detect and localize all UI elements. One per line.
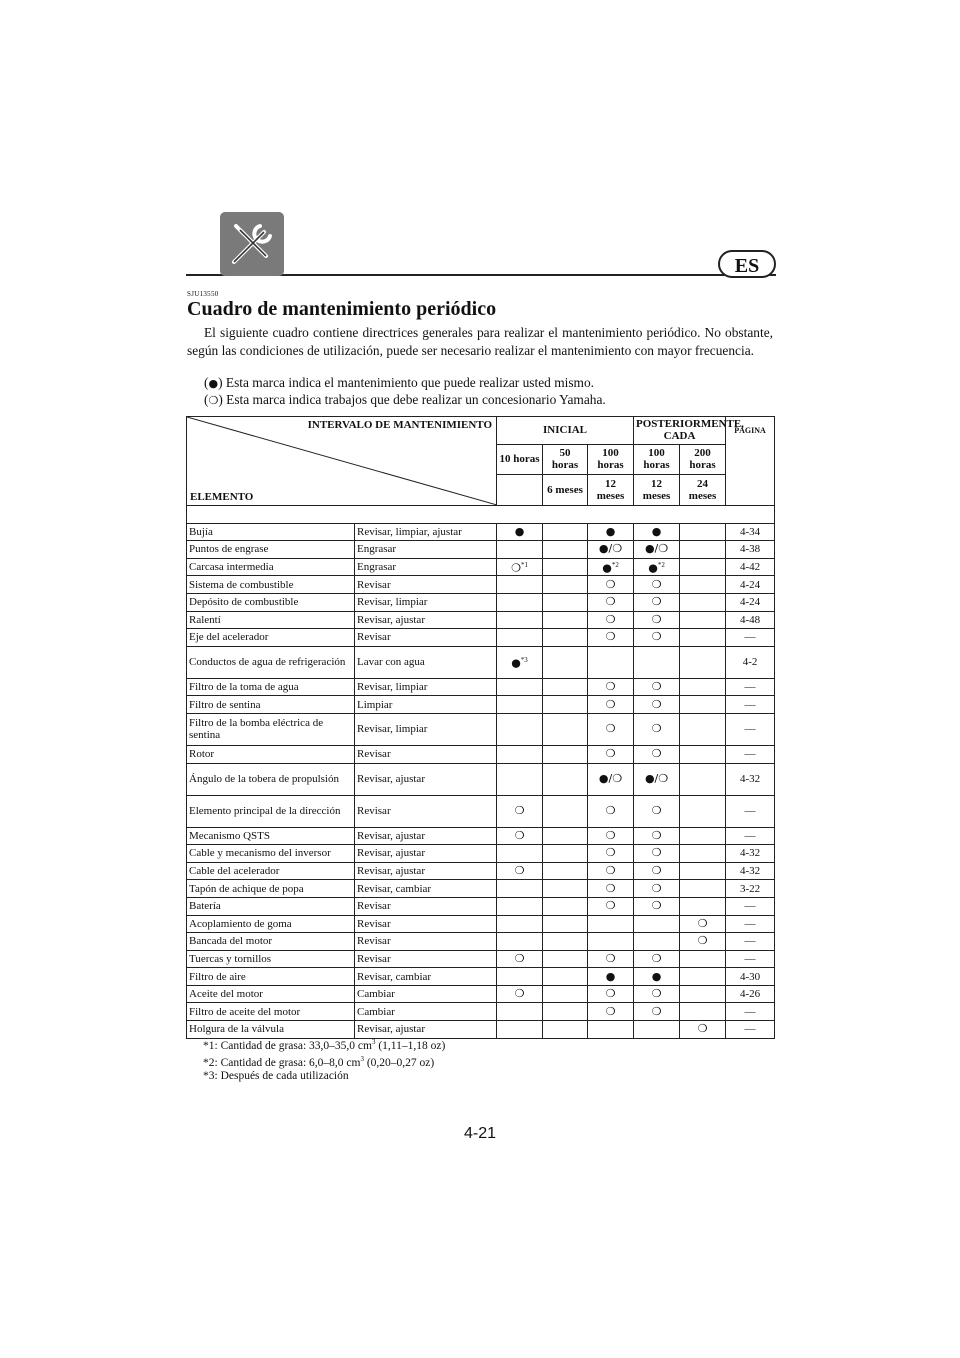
row-page: — xyxy=(726,629,775,647)
table-row xyxy=(187,646,775,678)
row-mark xyxy=(543,629,588,647)
table-row xyxy=(187,897,775,915)
row-mark: ❍ xyxy=(634,862,680,880)
row-mark: ❍ xyxy=(588,678,634,696)
row-mark: ❍ xyxy=(680,915,726,933)
row-mark: ❍ xyxy=(680,1021,726,1039)
row-mark xyxy=(680,678,726,696)
row-mark: ❍ xyxy=(588,593,634,611)
row-mark: ❍ xyxy=(680,933,726,951)
table-row xyxy=(187,611,775,629)
row-mark xyxy=(497,576,543,594)
row-mark: ●/❍ xyxy=(588,541,634,559)
row-mark xyxy=(680,845,726,863)
row-mark xyxy=(680,950,726,968)
row-action: Cambiar xyxy=(355,1003,497,1021)
maintenance-table xyxy=(186,416,775,1039)
row-page: 4-48 xyxy=(726,611,775,629)
row-mark xyxy=(680,696,726,714)
table-row xyxy=(187,763,775,795)
row-mark: ❍ xyxy=(497,827,543,845)
hours-header-0: 10 horas xyxy=(497,444,543,475)
table-row xyxy=(187,541,775,559)
months-header-3: 12 meses xyxy=(634,475,680,506)
row-mark: ❍ xyxy=(634,845,680,863)
row-page: — xyxy=(726,1003,775,1021)
row-mark: ❍ xyxy=(588,827,634,845)
row-mark xyxy=(497,611,543,629)
row-item: Filtro de sentina xyxy=(187,696,355,714)
pagina-header: PÁGINA xyxy=(726,417,775,506)
row-mark xyxy=(680,880,726,898)
row-mark: ❍ xyxy=(588,845,634,863)
inicial-header: INICIAL xyxy=(497,417,634,445)
filled-circle-icon: ● xyxy=(208,377,219,390)
row-mark xyxy=(543,593,588,611)
row-mark xyxy=(543,646,588,678)
row-mark xyxy=(680,576,726,594)
row-page: 4-38 xyxy=(726,541,775,559)
row-page: 4-42 xyxy=(726,558,775,576)
row-mark xyxy=(543,880,588,898)
hours-header-4: 200 horas xyxy=(680,444,726,475)
row-mark xyxy=(680,629,726,647)
posterior-header: POSTERIORMENTE, CADA xyxy=(634,417,726,445)
row-item: Puntos de engrase xyxy=(187,541,355,559)
row-mark: ❍ xyxy=(588,696,634,714)
row-action: Revisar, ajustar xyxy=(355,845,497,863)
row-action: Revisar xyxy=(355,897,497,915)
row-mark: ❍ xyxy=(588,576,634,594)
row-mark xyxy=(543,862,588,880)
row-action: Revisar, cambiar xyxy=(355,968,497,986)
table-row xyxy=(187,862,775,880)
row-mark xyxy=(680,1003,726,1021)
row-mark xyxy=(543,678,588,696)
months-header-4: 24 meses xyxy=(680,475,726,506)
row-action: Revisar, cambiar xyxy=(355,880,497,898)
row-mark: ● xyxy=(588,968,634,986)
row-item: Cable del acelerador xyxy=(187,862,355,880)
row-mark xyxy=(680,795,726,827)
row-mark xyxy=(543,523,588,541)
row-page: 4-24 xyxy=(726,576,775,594)
row-item: Holgura de la válvula xyxy=(187,1021,355,1039)
legend-filled-text: Esta marca indica el mantenimiento que puede realizar usted mismo. xyxy=(225,375,594,390)
row-mark xyxy=(543,611,588,629)
row-mark: ● xyxy=(497,523,543,541)
row-item: Eje del acelerador xyxy=(187,629,355,647)
footnote: *3: Después de cada utilización xyxy=(203,1069,349,1082)
row-mark xyxy=(497,678,543,696)
months-header-0 xyxy=(497,475,543,506)
row-mark xyxy=(497,745,543,763)
table-row xyxy=(187,745,775,763)
row-mark: ❍ xyxy=(634,678,680,696)
row-action: Revisar xyxy=(355,933,497,951)
row-item: Bujía xyxy=(187,523,355,541)
row-action: Revisar, ajustar xyxy=(355,611,497,629)
row-page: — xyxy=(726,795,775,827)
row-mark: ❍ xyxy=(588,1003,634,1021)
row-page: 4-32 xyxy=(726,862,775,880)
row-action: Revisar, ajustar xyxy=(355,827,497,845)
row-mark xyxy=(543,1003,588,1021)
row-item: Rotor xyxy=(187,745,355,763)
row-page: 4-34 xyxy=(726,523,775,541)
row-action: Engrasar xyxy=(355,541,497,559)
row-item: Acoplamiento de goma xyxy=(187,915,355,933)
row-mark xyxy=(543,845,588,863)
table-corner-header xyxy=(187,417,497,506)
row-mark xyxy=(680,558,726,576)
row-mark xyxy=(543,1021,588,1039)
row-mark xyxy=(634,933,680,951)
table-row xyxy=(187,950,775,968)
row-mark xyxy=(543,763,588,795)
row-item: Tapón de achique de popa xyxy=(187,880,355,898)
row-mark xyxy=(543,558,588,576)
table-row xyxy=(187,593,775,611)
row-mark: ❍ xyxy=(588,745,634,763)
row-mark: ❍ xyxy=(497,985,543,1003)
row-page: 4-32 xyxy=(726,845,775,863)
table-row xyxy=(187,933,775,951)
row-mark xyxy=(543,933,588,951)
hours-header-2: 100 horas xyxy=(588,444,634,475)
row-mark xyxy=(543,915,588,933)
row-mark xyxy=(543,827,588,845)
row-action: Revisar xyxy=(355,576,497,594)
footnotes xyxy=(203,1036,445,1083)
row-page: — xyxy=(726,1021,775,1039)
row-action: Revisar, limpiar xyxy=(355,593,497,611)
row-mark xyxy=(634,915,680,933)
row-mark: ❍ xyxy=(634,795,680,827)
row-mark xyxy=(680,862,726,880)
row-action: Revisar xyxy=(355,950,497,968)
row-action: Cambiar xyxy=(355,985,497,1003)
row-page: — xyxy=(726,713,775,745)
row-mark xyxy=(543,897,588,915)
open-circle-icon: ❍ xyxy=(208,394,219,407)
row-item: Elemento principal de la dirección xyxy=(187,795,355,827)
row-mark: ❍ xyxy=(634,880,680,898)
row-mark xyxy=(497,696,543,714)
row-mark: ❍ xyxy=(634,629,680,647)
row-mark: ● xyxy=(634,523,680,541)
interval-header: INTERVALO DE MANTENIMIENTO xyxy=(307,419,492,431)
row-mark xyxy=(497,1021,543,1039)
row-mark xyxy=(497,968,543,986)
row-mark xyxy=(543,541,588,559)
table-row xyxy=(187,845,775,863)
row-mark xyxy=(543,696,588,714)
row-page: 3-22 xyxy=(726,880,775,898)
row-action: Limpiar xyxy=(355,696,497,714)
table-row xyxy=(187,915,775,933)
row-mark: ❍ xyxy=(634,696,680,714)
table-row xyxy=(187,880,775,898)
row-mark xyxy=(680,713,726,745)
row-page: 4-32 xyxy=(726,763,775,795)
row-action: Revisar xyxy=(355,795,497,827)
row-mark: ● xyxy=(588,523,634,541)
page-number: 4-21 xyxy=(463,1125,497,1142)
table-row xyxy=(187,678,775,696)
row-mark: ●/❍ xyxy=(588,763,634,795)
row-action: Revisar, limpiar, ajustar xyxy=(355,523,497,541)
row-action: Revisar, limpiar xyxy=(355,678,497,696)
row-mark: ❍ xyxy=(634,713,680,745)
section-code: SJU13550 xyxy=(187,290,219,298)
language-badge: ES xyxy=(718,250,776,278)
row-item: Conductos de agua de refrigeración xyxy=(187,646,355,678)
row-item: Tuercas y tornillos xyxy=(187,950,355,968)
months-header-2: 12 meses xyxy=(588,475,634,506)
legend-filled: (●) Esta marca indica el mantenimiento que puede realizar usted mismo. xyxy=(204,375,594,390)
row-item: Depósito de combustible xyxy=(187,593,355,611)
row-mark xyxy=(497,1003,543,1021)
row-mark xyxy=(497,845,543,863)
row-mark: ● xyxy=(634,968,680,986)
row-mark xyxy=(680,827,726,845)
row-mark: ❍ xyxy=(634,745,680,763)
row-mark xyxy=(634,1021,680,1039)
row-mark xyxy=(680,985,726,1003)
row-page: — xyxy=(726,745,775,763)
row-item: Batería xyxy=(187,897,355,915)
row-action: Revisar, ajustar xyxy=(355,1021,497,1039)
row-mark xyxy=(543,795,588,827)
row-mark xyxy=(497,629,543,647)
footnote: *1: Cantidad de grasa: 33,0–35,0 $cm^3$ (1,11–1,18 oz) xyxy=(203,1038,446,1052)
months-header-1: 6 meses xyxy=(543,475,588,506)
table-row xyxy=(187,523,775,541)
row-mark: ❍ xyxy=(634,985,680,1003)
table-row xyxy=(187,985,775,1003)
row-mark xyxy=(543,985,588,1003)
row-mark xyxy=(680,968,726,986)
table-row xyxy=(187,696,775,714)
table-row xyxy=(187,713,775,745)
row-item: Filtro de la toma de agua xyxy=(187,678,355,696)
row-mark xyxy=(543,713,588,745)
row-mark: ❍ xyxy=(634,897,680,915)
row-mark: ❍ xyxy=(588,985,634,1003)
row-page: — xyxy=(726,950,775,968)
row-page: — xyxy=(726,915,775,933)
row-mark xyxy=(588,646,634,678)
table-row xyxy=(187,558,775,576)
row-action: Revisar, ajustar xyxy=(355,862,497,880)
row-mark: ●/❍ xyxy=(634,763,680,795)
row-action: Revisar, limpiar xyxy=(355,713,497,745)
row-mark xyxy=(680,611,726,629)
row-mark: ❍ xyxy=(588,629,634,647)
row-mark xyxy=(680,523,726,541)
row-mark: ❍ xyxy=(588,950,634,968)
row-action: Lavar con agua xyxy=(355,646,497,678)
row-page: 4-30 xyxy=(726,968,775,986)
row-item: Mecanismo QSTS xyxy=(187,827,355,845)
row-item: Cable y mecanismo del inversor xyxy=(187,845,355,863)
row-item: Filtro de aire xyxy=(187,968,355,986)
row-mark xyxy=(680,763,726,795)
table-row xyxy=(187,968,775,986)
row-page: — xyxy=(726,678,775,696)
row-mark: ❍ xyxy=(634,593,680,611)
row-mark xyxy=(497,763,543,795)
row-page: 4-26 xyxy=(726,985,775,1003)
row-mark xyxy=(497,897,543,915)
element-header: ELEMENTO xyxy=(190,491,254,503)
row-mark xyxy=(680,646,726,678)
row-action: Engrasar xyxy=(355,558,497,576)
hours-header-1: 50 horas xyxy=(543,444,588,475)
row-page: 4-24 xyxy=(726,593,775,611)
row-action: Revisar xyxy=(355,915,497,933)
table-row xyxy=(187,827,775,845)
row-page: — xyxy=(726,696,775,714)
intro-paragraph: El siguiente cuadro contiene directrices generales para realizar el mantenimiento periódico. No obstante, según las condiciones de utilización, puede ser necesario realizar el mantenimiento con mayor frecuencia. xyxy=(187,325,773,358)
table-row xyxy=(187,1003,775,1021)
row-mark xyxy=(680,593,726,611)
row-mark xyxy=(588,915,634,933)
row-page: — xyxy=(726,897,775,915)
row-mark xyxy=(588,1021,634,1039)
row-mark xyxy=(543,968,588,986)
tools-icon xyxy=(220,212,284,276)
row-mark: ●/❍ xyxy=(634,541,680,559)
table-row xyxy=(187,795,775,827)
row-item: Carcasa intermedia xyxy=(187,558,355,576)
row-page: 4-2 xyxy=(726,646,775,678)
row-mark xyxy=(543,950,588,968)
row-mark xyxy=(497,880,543,898)
row-mark: ❍ xyxy=(634,1003,680,1021)
legend-open: (❍) Esta marca indica trabajos que debe realizar un concesionario Yamaha. xyxy=(204,392,606,407)
row-action: Revisar xyxy=(355,745,497,763)
row-mark: ❍ xyxy=(497,862,543,880)
row-mark: ❍ xyxy=(588,611,634,629)
row-mark xyxy=(588,933,634,951)
row-mark xyxy=(543,745,588,763)
table-row xyxy=(187,576,775,594)
row-page: — xyxy=(726,933,775,951)
row-mark xyxy=(680,897,726,915)
hours-header-3: 100 horas xyxy=(634,444,680,475)
row-item: Ángulo de la tobera de propulsión xyxy=(187,763,355,795)
legend-open-text: Esta marca indica trabajos que debe realizar un concesionario Yamaha. xyxy=(226,392,606,407)
row-mark: ❍ xyxy=(634,611,680,629)
row-mark xyxy=(497,713,543,745)
row-mark: ❍$^{*1}$ xyxy=(497,558,543,576)
table-row xyxy=(187,629,775,647)
row-mark xyxy=(680,745,726,763)
row-action: Revisar xyxy=(355,629,497,647)
row-mark xyxy=(634,646,680,678)
row-item: Sistema de combustible xyxy=(187,576,355,594)
row-mark xyxy=(497,915,543,933)
row-item: Filtro de aceite del motor xyxy=(187,1003,355,1021)
page-title: Cuadro de mantenimiento periódico xyxy=(187,298,497,320)
row-mark xyxy=(497,541,543,559)
row-mark: ●$^{*2}$ xyxy=(634,558,680,576)
row-mark xyxy=(680,541,726,559)
row-mark xyxy=(497,933,543,951)
row-mark: ❍ xyxy=(634,576,680,594)
row-mark xyxy=(543,576,588,594)
row-mark: ❍ xyxy=(497,795,543,827)
footnote: *2: Cantidad de grasa: 6,0–8,0 $cm^3$ (0,20–0,27 oz) xyxy=(203,1054,435,1069)
row-mark: ●$^{*2}$ xyxy=(588,558,634,576)
row-mark: ❍ xyxy=(588,795,634,827)
row-mark: ❍ xyxy=(588,897,634,915)
row-mark: ❍ xyxy=(588,713,634,745)
row-mark: ●$^{*3}$ xyxy=(497,646,543,678)
row-item: Ralentí xyxy=(187,611,355,629)
row-item: Filtro de la bomba eléctrica de sentina xyxy=(187,713,355,745)
row-mark: ❍ xyxy=(588,880,634,898)
row-page: — xyxy=(726,827,775,845)
row-action: Revisar, ajustar xyxy=(355,763,497,795)
row-mark: ❍ xyxy=(634,950,680,968)
row-mark: ❍ xyxy=(497,950,543,968)
row-mark: ❍ xyxy=(634,827,680,845)
row-item: Bancada del motor xyxy=(187,933,355,951)
row-mark: ❍ xyxy=(588,862,634,880)
row-mark xyxy=(497,593,543,611)
row-item: Aceite del motor xyxy=(187,985,355,1003)
